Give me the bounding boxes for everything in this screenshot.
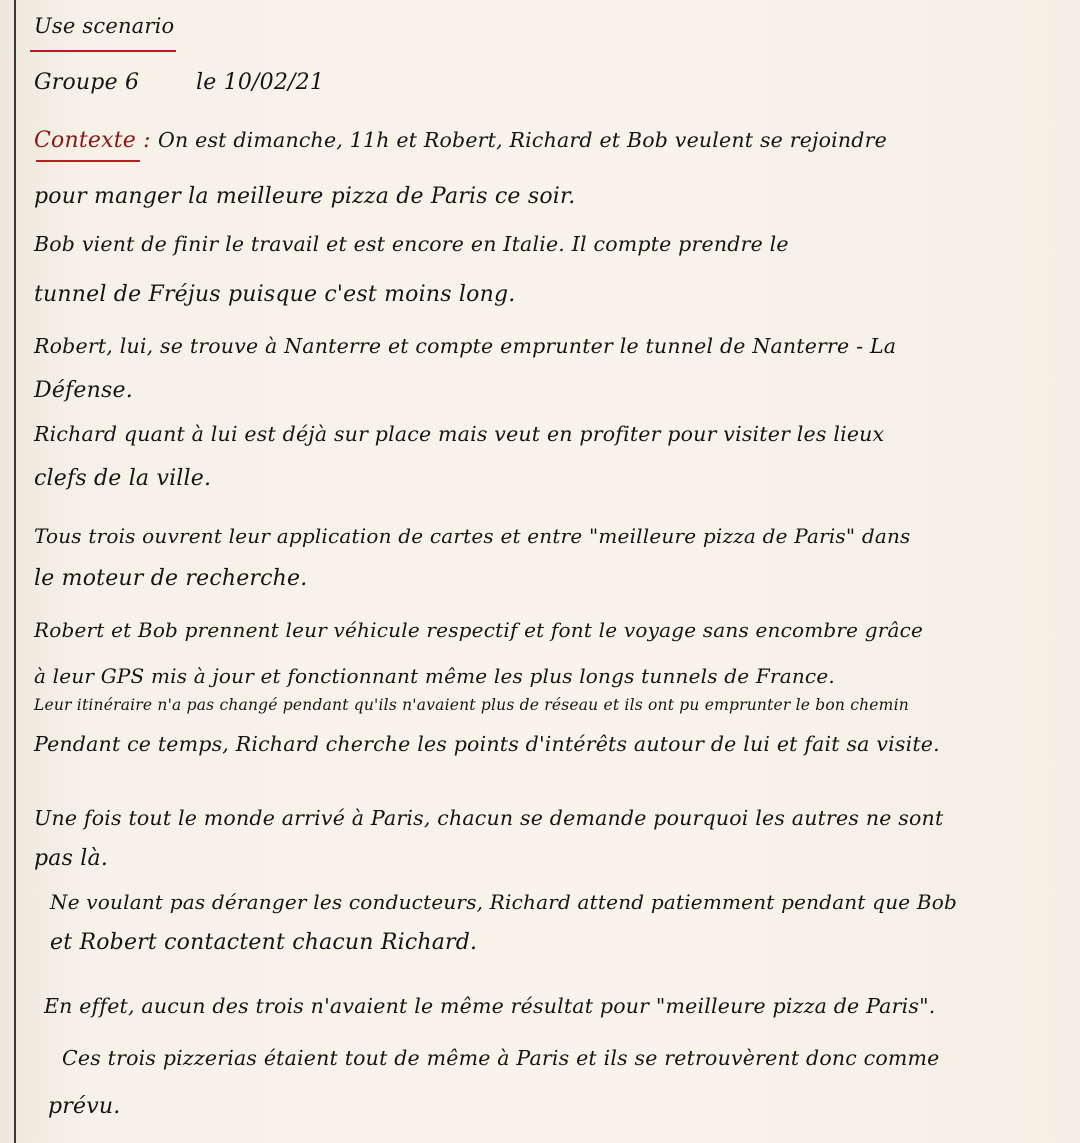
text-line-10: le moteur de recherche.	[34, 566, 308, 591]
text-line-11: Robert et Bob prennent leur véhicule respectif et font le voyage sans encombre grâce	[34, 618, 924, 642]
text-line-9: Tous trois ouvrent leur application de cartes et entre "meilleure pizza de Paris" dans	[34, 524, 911, 548]
group-label: Groupe 6	[34, 70, 140, 95]
date-label: le 10/02/21	[196, 70, 325, 95]
text-line-1: On est dimanche, 11h et Robert, Richard et Bob veulent se rejoindre	[158, 128, 887, 152]
page-title: Use scenario	[34, 14, 175, 38]
margin-line	[14, 0, 16, 1143]
context-underline	[36, 160, 140, 162]
text-line-17: Ne voulant pas déranger les conducteurs, Richard attend patiemment pendant que Bob	[50, 890, 958, 914]
text-line-12: à leur GPS mis à jour et fonctionnant même les plus longs tunnels de France.	[34, 664, 835, 688]
text-line-15: Une fois tout le monde arrivé à Paris, chacun se demande pourquoi les autres ne sont	[34, 806, 944, 830]
context-label: Contexte :	[34, 128, 151, 153]
text-line-16: pas là.	[34, 846, 109, 871]
text-line-18: et Robert contactent chacun Richard.	[50, 930, 478, 955]
text-line-6: Défense.	[34, 378, 133, 403]
text-line-21: prévu.	[48, 1094, 121, 1119]
text-line-2: pour manger la meilleure pizza de Paris ce soir.	[34, 184, 576, 209]
text-line-4: tunnel de Fréjus puisque c'est moins long.	[34, 282, 516, 307]
text-line-7: Richard quant à lui est déjà sur place mais veut en profiter pour visiter les lieux	[34, 422, 885, 446]
text-line-20: Ces trois pizzerias étaient tout de même à Paris et ils se retrouvèrent donc comme	[62, 1046, 940, 1070]
text-line-14: Pendant ce temps, Richard cherche les points d'intérêts autour de lui et fait sa visite.	[34, 732, 940, 756]
text-line-13: Leur itinéraire n'a pas changé pendant qu'ils n'avaient plus de réseau et ils ont pu emprunter le bon chemin	[34, 696, 909, 714]
text-line-19: En effet, aucun des trois n'avaient le même résultat pour "meilleure pizza de Paris".	[44, 994, 936, 1018]
text-line-8: clefs de la ville.	[34, 466, 212, 491]
text-line-5: Robert, lui, se trouve à Nanterre et compte emprunter le tunnel de Nanterre - La	[34, 334, 897, 358]
text-line-3: Bob vient de finir le travail et est encore en Italie. Il compte prendre le	[34, 232, 789, 256]
title-underline	[30, 50, 176, 52]
